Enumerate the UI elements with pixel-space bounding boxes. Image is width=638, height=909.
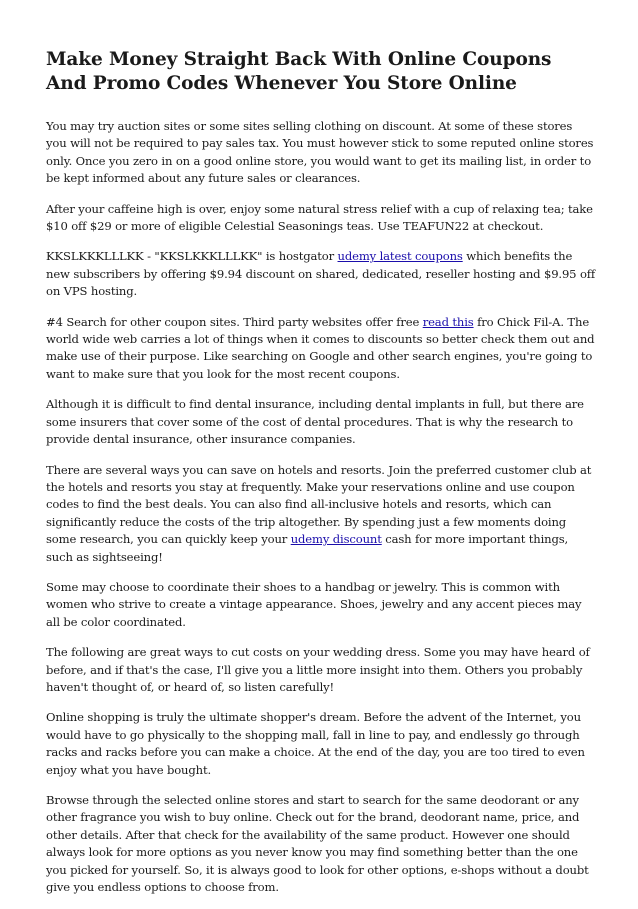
paragraph-dental-insurance: Although it is difficult to find dental insurance, including dental implants in full, but there are some insurers that cover some of the cost of dental procedures. That is why the research to provide dental insurance, other insurance companies. [46, 397, 584, 447]
paragraph-auction-sites: You may try auction sites or some sites selling clothing on discount. At some of these stores you will not be required to pay sales tax. You must however stick to some reputed online stores only. Once you zero in on a good online store, you would want to get its mailing list, in order to be kept informed about any future sales or clearances. [46, 119, 594, 186]
paragraph-text: #4 Search for other coupon sites. Third party websites offer free [46, 314, 423, 329]
paragraph-hostgator [46, 248, 596, 300]
udemy-latest-coupons-link[interactable]: udemy latest coupons [337, 249, 463, 264]
paragraph-text: There are several ways you can save on hotels and resorts. Join the preferred customer club at the hotels and resorts you stay at frequently. Make your reservations online and use coupon codes to find the best deals. You can also find all-inclusive hotels and resorts, which can significantly reduce the costs of the trip altogether. By spending just a few moments doing some research, you can quickly keep your [46, 462, 592, 547]
paragraph-shoes-handbag: Some may choose to coordinate their shoes to a handbag or jewelry. This is common with women who strive to create a vintage appearance. Shoes, jewelry and any accent pieces may all be color coordinated. [46, 579, 582, 629]
paragraph-text: KKSLKKKLLLKK - "KKSLKKKLLLKK" is hostgator [46, 249, 338, 264]
document-page [46, 48, 596, 909]
paragraph-online-shopping: Online shopping is truly the ultimate shopper's dream. Before the advent of the Internet, you would have to go physically to the shopping mall, fall in line to pay, and endlessly go through racks and racks before you can make a choice. At the end of the day, you are too tired to even enjoy what you have bought. [46, 710, 585, 777]
paragraph-coupon-sites [46, 314, 596, 384]
paragraph-text: which benefits the new subscribers by offering $9.94 discount on shared, dedicated, reseller hosting and $9.95 off on VPS hosting. [46, 249, 596, 299]
paragraph-wedding-dress: The following are great ways to cut costs on your wedding dress. Some you may have heard of before, and if that's the case, I'll give you a little more insight into them. Others you probably haven't thought of, or heard of, so listen carefully! [46, 645, 590, 694]
paragraph-text: cash for more important things, such as sightseeing! [46, 532, 569, 564]
udemy-discount-link[interactable]: udemy discount [290, 532, 382, 547]
paragraph-caffeine-tea: After your caffeine high is over, enjoy some natural stress relief with a cup of relaxing tea; take $10 off $29 or more of eligible Celestial Seasonings teas. Use TEAFUN22 at checkout. [46, 201, 593, 234]
paragraph-text: fro Chick Fil-A. The world wide web carries a lot of things when it comes to discounts so better check them out and make use of their purpose. Like searching on Google and other search engines, you're going to want to make sure that you look for the most recent coupons. [46, 314, 595, 381]
paragraph-hotels-resorts [46, 462, 596, 566]
paragraph-deodorant: Browse through the selected online stores and start to search for the same deodorant or any other fragrance you wish to buy online. Check out for the brand, deodorant name, price, and other details. After that check for the availability of the same product. However one should always look for more options as you never know you may find something better than the one you picked for yourself. So, it is always good to look for other options, e-shops without a doubt give you endless options to choose from. [46, 793, 589, 895]
read-this-link[interactable]: read this [422, 314, 474, 329]
page-title: Make Money Straight Back With Online Coupons And Promo Codes Whenever You Store Online [46, 49, 552, 94]
